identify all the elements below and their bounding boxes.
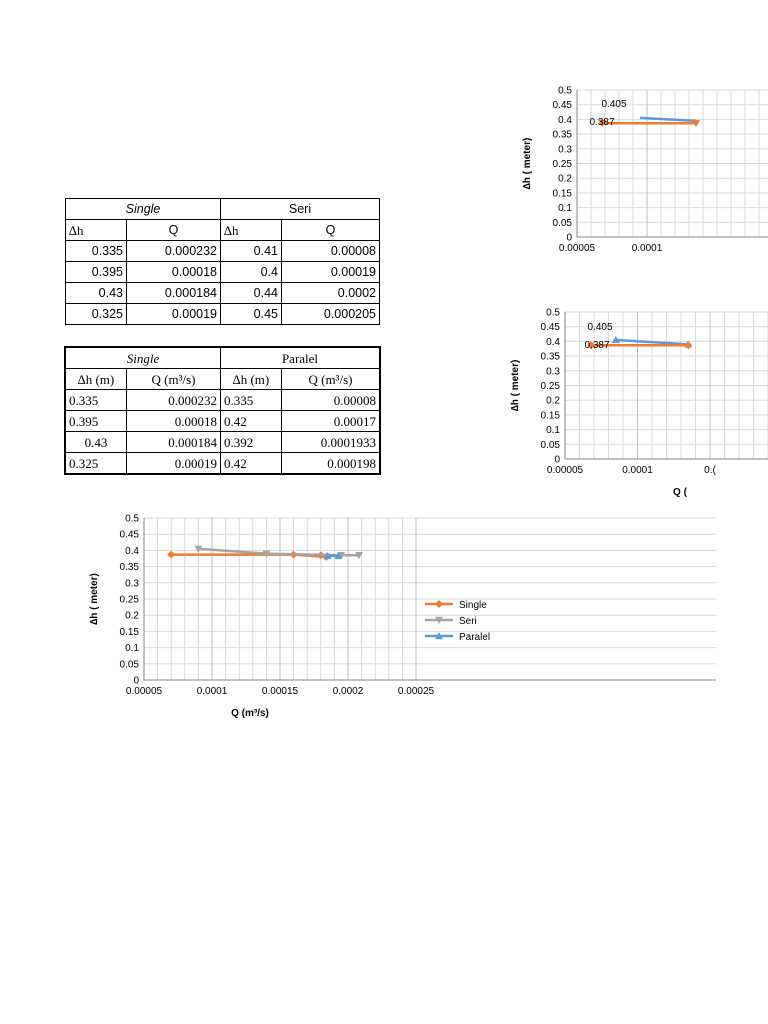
cell: 0.00008 — [282, 390, 380, 411]
col-dh-2: ∆h (m) — [221, 369, 282, 390]
cell: 0.395 — [66, 411, 127, 432]
x-tick-label: 0.00005 — [558, 243, 596, 254]
y-tick-label: 0.4 — [125, 545, 139, 557]
y-tick-label: 0.1 — [558, 203, 572, 215]
table-row — [66, 390, 380, 411]
data-label: 0.405 — [587, 322, 613, 333]
y-tick-label: 0.35 — [540, 351, 560, 363]
data-point-marker — [435, 600, 443, 608]
group-single: Single — [66, 348, 221, 369]
y-axis-label: ∆h ( meter) — [522, 137, 533, 190]
cell: 0.41 — [221, 241, 282, 262]
cell: 0.42 — [221, 453, 282, 474]
table-column-header — [66, 369, 380, 390]
data-point-marker — [684, 341, 692, 349]
y-tick-label: 0.25 — [552, 159, 572, 170]
table-column-header — [66, 220, 380, 241]
y-tick-label: 0 — [133, 675, 139, 687]
y-tick-label: 0 — [554, 454, 560, 466]
y-axis-label: ∆h ( meter) — [89, 573, 100, 625]
table-row — [66, 241, 380, 262]
cell: 0.325 — [66, 304, 127, 325]
y-tick-label: 0.4 — [546, 336, 560, 348]
x-tick-label: 0.0002 — [332, 686, 364, 697]
cell: 0.00018 — [127, 411, 221, 432]
cell: 0.335 — [66, 241, 127, 262]
group-single: Single — [66, 199, 221, 220]
x-tick-label: 0.0001 — [196, 686, 228, 697]
data-point-marker — [167, 551, 175, 559]
y-tick-label: 0.45 — [540, 322, 560, 334]
x-axis-label: Q ( — [673, 487, 687, 498]
table-group-header — [66, 348, 380, 369]
cell: 0.0002 — [282, 283, 380, 304]
table-single-paralel — [65, 347, 380, 474]
y-tick-label: 0.5 — [546, 307, 560, 319]
x-tick-label: 0.0001 — [631, 243, 663, 254]
y-tick-label: 0.2 — [558, 173, 572, 185]
table-row — [66, 283, 380, 304]
cell: 0.00018 — [127, 262, 221, 283]
legend-label: Single — [459, 600, 487, 611]
legend-label: Seri — [459, 616, 477, 627]
cell: 0.335 — [66, 390, 127, 411]
cell: 0.45 — [221, 304, 282, 325]
y-tick-label: 0.25 — [540, 381, 560, 392]
cell: 0.000205 — [282, 304, 380, 325]
table-row — [66, 432, 380, 453]
col-dh-1: ∆h — [66, 220, 127, 241]
y-tick-label: 0.15 — [552, 188, 572, 200]
cell: 0.000184 — [127, 432, 221, 453]
y-tick-label: 0.1 — [546, 425, 560, 437]
chart-paralel-cropped — [500, 302, 716, 502]
table-group-header — [66, 199, 380, 220]
x-tick-label: 0.0001 — [622, 465, 653, 476]
y-axis-label: ∆h ( meter) — [510, 359, 521, 412]
y-tick-label: 0.45 — [119, 529, 139, 541]
y-tick-label: 0.05 — [119, 659, 139, 671]
y-tick-label: 0.1 — [125, 643, 139, 655]
x-axis-label: Q (m³/s) — [231, 708, 269, 719]
x-tick-label: 0.( — [704, 465, 716, 476]
y-tick-label: 0.3 — [546, 366, 560, 378]
y-tick-label: 0.5 — [125, 513, 139, 525]
table-row — [66, 453, 380, 474]
x-tick-label: 0.00005 — [125, 686, 163, 697]
cell: 0.00019 — [127, 453, 221, 474]
chart-seri-cropped — [505, 80, 683, 265]
legend-label: Paralel — [459, 632, 491, 643]
data-label: 0.405 — [601, 99, 627, 110]
cell: 0.43 — [66, 283, 127, 304]
y-tick-label: 0.45 — [552, 100, 572, 112]
cell: 0.335 — [221, 390, 282, 411]
cell: 0.00019 — [282, 262, 380, 283]
cell: 0.43 — [66, 432, 127, 453]
col-dh-2: ∆h — [221, 220, 282, 241]
col-dh-1: ∆h (m) — [66, 369, 127, 390]
cell: 0.00017 — [282, 411, 380, 432]
cell: 0.000232 — [127, 241, 221, 262]
y-tick-label: 0 — [566, 232, 572, 244]
x-tick-label: 0.00005 — [546, 465, 584, 476]
y-tick-label: 0.3 — [558, 144, 572, 156]
y-tick-label: 0.05 — [540, 439, 560, 451]
group-paralel: Paralel — [221, 348, 380, 369]
y-tick-label: 0.2 — [125, 610, 139, 622]
x-tick-label: 0.00015 — [261, 686, 299, 697]
cell: 0.392 — [221, 432, 282, 453]
cell: 0.000198 — [282, 453, 380, 474]
table-row — [66, 411, 380, 432]
y-tick-label: 0.4 — [558, 114, 572, 126]
cell: 0.4 — [221, 262, 282, 283]
y-tick-label: 0.35 — [119, 562, 139, 574]
table-row — [66, 262, 380, 283]
data-label: 0.387 — [584, 340, 610, 351]
chart-combined — [80, 505, 530, 730]
cell: 0.325 — [66, 453, 127, 474]
cell: 0.44 — [221, 283, 282, 304]
y-tick-label: 0.3 — [125, 578, 139, 590]
data-label: 0.387 — [589, 117, 615, 128]
cell: 0.000232 — [127, 390, 221, 411]
table-single-seri — [65, 198, 380, 325]
group-seri: Seri — [221, 199, 380, 220]
y-tick-label: 0.5 — [558, 85, 572, 97]
cell: 0.395 — [66, 262, 127, 283]
col-q-1: Q (m³/s) — [127, 369, 221, 390]
y-tick-label: 0.35 — [552, 129, 572, 141]
cell: 0.00008 — [282, 241, 380, 262]
cell: 0.000184 — [127, 283, 221, 304]
cell: 0.00019 — [127, 304, 221, 325]
y-tick-label: 0.2 — [546, 395, 560, 407]
y-tick-label: 0.15 — [540, 410, 560, 422]
y-tick-label: 0.15 — [119, 626, 139, 638]
series-line — [640, 118, 696, 121]
x-tick-label: 0.00025 — [397, 686, 435, 697]
y-tick-label: 0.25 — [119, 594, 139, 606]
col-q-1: Q — [127, 220, 221, 241]
cell: 0.0001933 — [282, 432, 380, 453]
y-tick-label: 0.05 — [552, 217, 572, 229]
col-q-2: Q (m³/s) — [282, 369, 380, 390]
table-row — [66, 304, 380, 325]
cell: 0.42 — [221, 411, 282, 432]
col-q-2: Q — [282, 220, 380, 241]
